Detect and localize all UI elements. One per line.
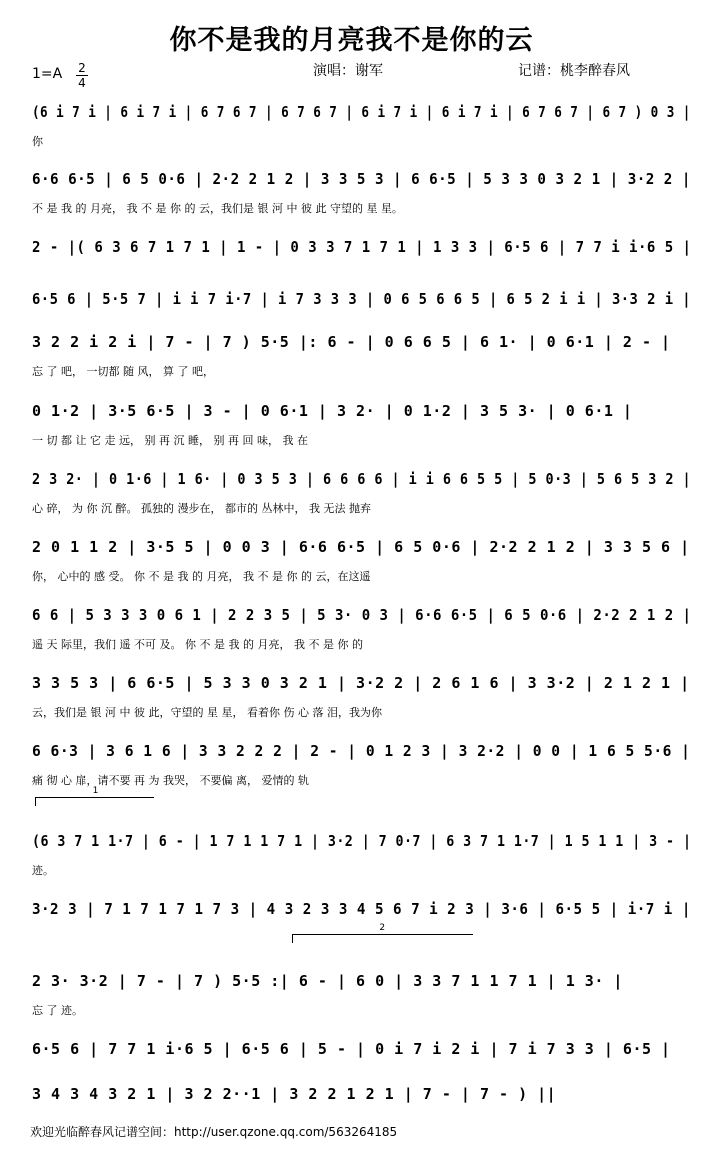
lyrics-row: 忘 了 吧， 一切都 随 风， 算 了 吧， — [32, 365, 214, 378]
lyrics-row: 迹。 — [32, 864, 54, 877]
score-line — [0, 832, 703, 892]
score-line — [0, 402, 703, 462]
second-ending-bracket — [292, 923, 473, 943]
notation-row: 6 6·3 | 3 6 1 6 | 3 3 2 2 2 | 2 - | 0 1 2 3 | 3 2·2 | 0 0 | 1 6 5 5·6 | — [32, 742, 691, 760]
notation-row: 3 3 5 3 | 6 6·5 | 5 3 3 0 3 2 1 | 3·2 2 | 2 6 1 6 | 3 3·2 | 2 1 2 1 | — [32, 674, 690, 692]
lyrics-row: 你 — [32, 135, 43, 148]
lyrics-row: 遥 天 际里，我们 遥 不可 及。 你 不 是 我 的 月亮， 我 不 是 你 的 — [32, 638, 363, 651]
notation-row: 6·5 6 | 5·5 7 | i i 7 i·7 | i 7 3 3 3 | 0 6 5 6 6 5 | 6 5 2 i i | 3·3 2 i | — [32, 290, 692, 308]
score-line — [0, 238, 703, 298]
score-line — [0, 333, 703, 393]
notation-row: 3 2 2 i 2 i | 7 - | 7 ) 5·5 |: 6 - | 0 6 6 5 | 6 1· | 0 6·1 | 2 - | — [32, 333, 671, 351]
second-ending-number: 2 — [379, 923, 386, 933]
score-line — [0, 900, 703, 960]
notation-row: 6·6 6·5 | 6 5 0·6 | 2·2 2 1 2 | 3 3 5 3 | 6 6·5 | 5 3 3 0 3 2 1 | 3·2 2 | — [32, 170, 691, 188]
time-signature-top: 2 — [78, 61, 86, 75]
notation-row: (6 3 7 1 1·7 | 6 - | 1 7 1 1 7 1 | 3·2 | 7 0·7 | 6 3 7 1 1·7 | 1 5 1 1 | 3 - | — [32, 832, 692, 850]
notation-row: 2 - |( 6 3 6 7 1 7 1 | 1 - | 0 3 3 7 1 7 1 | 1 3 3 | 6·5 6 | 7 7 i i·6 5 | — [32, 238, 692, 256]
notation-row: (6 i 7 i | 6 i 7 i | 6 7 6 7 | 6 7 6 7 | 6 i 7 i | 6 i 7 i | 6 7 6 7 | 6 7 ) 0 3 | — [32, 103, 691, 121]
song-title: 你不是我的月亮我不是你的云 — [169, 25, 534, 56]
notation-row: 0 1·2 | 3·5 6·5 | 3 - | 0 6·1 | 3 2· | 0 1·2 | 3 5 3· | 0 6·1 | — [32, 402, 633, 420]
notation-row: 2 3 2· | 0 1·6 | 1 6· | 0 3 5 3 | 6 6 6 6 | i i 6 6 5 5 | 5 0·3 | 5 6 5 3 2 | — [32, 470, 692, 488]
score-line — [0, 538, 703, 598]
notation-row: 3·2 3 | 7 1 7 1 7 1 7 3 | 4 3 2 3 3 4 5 6 7 i 2 3 | 3·6 | 6·5 5 | i·7 i | — [32, 900, 691, 918]
lyrics-row: 不 是 我 的 月亮， 我 不 是 你 的 云，我们是 银 河 中 彼 此 守望的 星 星。 — [32, 202, 403, 215]
notation-row: 6 6 | 5 3 3 3 0 6 1 | 2 2 3 5 | 5 3· 0 3 | 6·6 6·5 | 6 5 0·6 | 2·2 2 1 2 | — [32, 606, 692, 624]
lyrics-row: 云，我们是 银 河 中 彼 此，守望的 星 星， 看着你 伤 心 落 泪，我为你 — [32, 706, 382, 719]
notation-row: 6·5 6 | 7 7 1 i·6 5 | 6·5 6 | 5 - | 0 i 7 i 2 i | 7 i 7 3 3 | 6·5 | — [32, 1040, 671, 1058]
lyrics-row: 一 切 都 让 它 走 远， 别 再 沉 睡， 别 再 回 味， 我 在 — [32, 434, 308, 447]
time-signature-bottom: 4 — [78, 76, 86, 90]
score-line — [0, 742, 703, 802]
score-line — [0, 170, 703, 230]
lyrics-row: 忘 了 迹。 — [32, 1004, 83, 1017]
notation-row: 2 3· 3·2 | 7 - | 7 ) 5·5 :| 6 - | 6 0 | 3 3 7 1 1 7 1 | 1 3· | — [32, 972, 623, 990]
lyrics-row: 你， 心中的 感 受。 你 不 是 我 的 月亮， 我 不 是 你 的 云，在这遥 — [32, 570, 371, 583]
key-signature: 1=A — [32, 66, 63, 82]
notation-row: 2 0 1 1 2 | 3·5 5 | 0 0 3 | 6·6 6·5 | 6 5 0·6 | 2·2 2 1 2 | 3 3 5 6 | — [32, 538, 690, 556]
time-signature — [76, 62, 88, 89]
singer-credit: 演唱：谢军 — [313, 63, 383, 79]
first-ending-bracket — [35, 786, 154, 806]
lyrics-row: 痛 彻 心 扉，请不要 再 为 我哭， 不要偏 离， 爱情的 轨 — [32, 774, 309, 787]
score-line — [0, 972, 703, 1032]
score-line — [0, 674, 703, 734]
score-line — [0, 103, 703, 163]
score-line — [0, 606, 703, 666]
first-ending-number: 1 — [92, 786, 99, 796]
score-line — [0, 470, 703, 530]
lyrics-row: 心 碎， 为 你 沉 醉。 孤独的 漫步在， 都市的 丛林中， 我 无法 抛弃 — [32, 502, 371, 515]
transcriber-credit: 记谱：桃李醉春风 — [518, 63, 630, 79]
notation-row: 3 4 3 4 3 2 1 | 3 2 2··1 | 3 2 2 1 2 1 | 7 - | 7 - ) || — [32, 1085, 557, 1103]
footer-credit: 欢迎光临醉春风记谱空间：http://user.qzone.qq.com/563264185 — [30, 1125, 398, 1139]
